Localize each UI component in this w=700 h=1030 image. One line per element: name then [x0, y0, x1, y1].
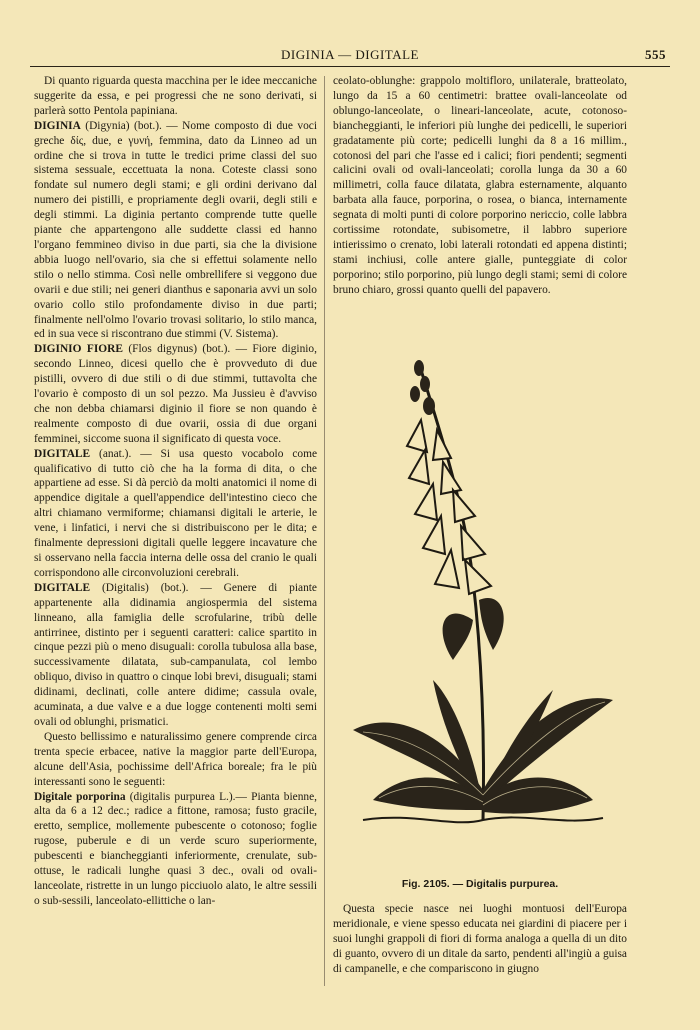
- paragraph: ceolato-oblunghe: grappolo moltifloro, unilaterale, bratteolato, lungo da 15 a 60 centimetri: brattee ovali-lanceolate od oblungo-lanceolate, o lineari-lanceolate, acute, cotonoso-biancheggianti, le inferiori più lunghe dei pedicelli, le superiori gradatamente più corte; pedicelli lunghi da 8 a 16 millim., cotonosi del pari che l'asse ed i calici; fiori pendenti; segmenti calicini ovali od ovali-lanceolati; corolla lunga da 30 a 60 millimetri, colla fauce dilatata, glabra esternamente, alquanto barbata alla fauce, porporina, o rosea, o bianca, internamente segnata di molti punti di colore porporino nericcio, colle labbra cortissime rotondate, subisometre, il labbro superiore intierissimo o crenato, lobi laterali rotondati ed appena distinti; stami inchiusi, colle antere gialle, punteggiate di color porporino; stilo porporino, più lungo degli stami; semi di colore bruno chiaro, grossi quanto quelli del papavero.: [333, 75, 627, 296]
- entry-term: DIGITALE: [34, 447, 91, 460]
- entry-term: DIGITALE: [34, 581, 91, 594]
- entry-diginio-fiore: [34, 342, 317, 446]
- entry-term: DIGINIO FIORE: [34, 343, 123, 356]
- entry-text: (Digitalis) (bot.). — Genere di piante appartenente alla didinamia angiospermia del sistema linneano, alla famiglia delle scrofularine, tribù delle antirrinee, distinto per i seguenti caratteri: calice spartito in cinque pezzi più o meno disuguali: corolla tubulosa alla base, successivamente dilatata, sub-campanulata, col lembo obliquo, diviso in quattro o cinque lobi brevi, disuguali; stami didinami, declinati, colle antere didime; cassula ovale, acuminata, a due valve e a due logge contenenti molti semi ovali od oblunghi, prismatici.: [34, 581, 317, 728]
- running-header: [30, 46, 670, 67]
- right-column: [333, 74, 627, 298]
- paragraph: Questo bellissimo e naturalissimo genere comprende circa trenta specie erbacee, native la maggior parte dell'Europa, alcune dell'Asia, pochissime dell'Africa boreale; fra le più interessanti sono le seguenti:: [34, 730, 317, 788]
- entry-digitale-bot: [34, 581, 317, 730]
- entry-term: Digitale porporina: [34, 790, 126, 803]
- paragraph: Questa specie nasce nei luoghi montuosi dell'Europa meridionale, e viene spesso educata nei giardini di piacere per i suoi lunghi grappoli di fiori di forma analoga a quella di un dito di guanto, ovvero di un ditale da sarto, pendenti all'ingiù a guisa di campanelle, e che compariscono in giugno: [333, 903, 627, 975]
- entry-text: (anat.). — Si usa questo vocabolo come qualificativo di tutto ciò che ha la forma di dita, o che appartiene ad esse. Si dà perciò da molti anatomici il nome di appendice digitale a quell'appendice dell'intestino cieco che altri chiamano vermiforme; chiamansi digitali le arterie, le vene, i linfatici, i nervi che si distribuiscono per le dita; e finalmente depressioni digitali quelle leggere incavature che si osservano nella faccia interna delle ossa del cranio le quali corrispondono alle circonvoluzioni cerebrali.: [34, 447, 317, 579]
- entry-text: (Flos digynus) (bot.). — Fiore diginio, secondo Linneo, dicesi quello che è provveduto di due pistilli, ovvero di due stili o di due stimmi, tuttavolta che l'ovario è composto di un sol pezzo. Ma Jussieu è d'avviso che non debba chiamarsi diginio il fiore se non quando è realmente composto di due ovarii, ossia di due organi femminei, siccome suona il significato di questa voce.: [34, 343, 317, 445]
- column-divider: [324, 76, 325, 986]
- digitalis-engraving: [333, 350, 627, 875]
- page-number: 555: [645, 47, 666, 62]
- foxglove-illustration: [333, 350, 627, 880]
- entry-digitale-anat: [34, 447, 317, 581]
- left-column: [34, 74, 317, 909]
- paragraph: Di quanto riguarda questa macchina per le idee meccaniche suggerite da essa, e pei progressi che ne sono derivati, si parlerà sotto Pentola papiniana.: [34, 75, 317, 117]
- entry-diginia: [34, 119, 317, 343]
- header-title: DIGINIA — DIGITALE: [281, 47, 419, 62]
- right-column-continued: [333, 902, 627, 977]
- entry-text: (Digynia) (bot.). — Nome composto di due voci greche δίς, due, e γυνή, femmina, dato da Linneo ad un ordine che si trova in tutte le tredici prime classi del suo sistema sessuale, eccettuata la nona. Coteste classi sono fondate sul numero degli stami; e gli ordini derivano dal numero dei pistilli, e propriamente degli ovarii, degli stili e degli stimmi. La diginia pertanto comprende tutte quelle piante che appartengono alle suddette classi ed hanno l'organo femmineo diviso in due parti, sia che la divisione abbia luogo nell'ovario, sia che si effettui solamente nello stilo o nello stimma. Così nelle ombrellifere si veggono due ovarii e due stili; nei generi dianthus e saponaria avvi un solo ovario collo stilo profondamente diviso in due parti; finalmente nell'olmo l'ovario trovasi solitario, lo stilo manca, ed in sua vece si riscontrano due stimmi (V. Sistema).: [34, 119, 317, 341]
- entry-term: DIGINIA: [34, 119, 81, 132]
- figure-caption: Fig. 2105. — Digitalis purpurea.: [401, 878, 559, 890]
- entry-text: (digitalis purpurea L.).— Pianta bienne, alta da 6 a 12 dec.; radice a fittone, ramosa; fusto gracile, eretto, semplice, mollemente pubescente o cotonoso; foglie rugose, puberule e di un verde scuro superiormente, pubescenti e biancheggianti inferiormente, crenulate, sub-ottuse, le radicali lunghe quasi 3 dec., ovali od ovali-lanceolate, ristrette in un lungo picciuolo alato, le altre sessili o sub-sessili, lanceolato-ellittiche o lan-: [34, 790, 317, 907]
- entry-digitale-porporina: [34, 790, 317, 909]
